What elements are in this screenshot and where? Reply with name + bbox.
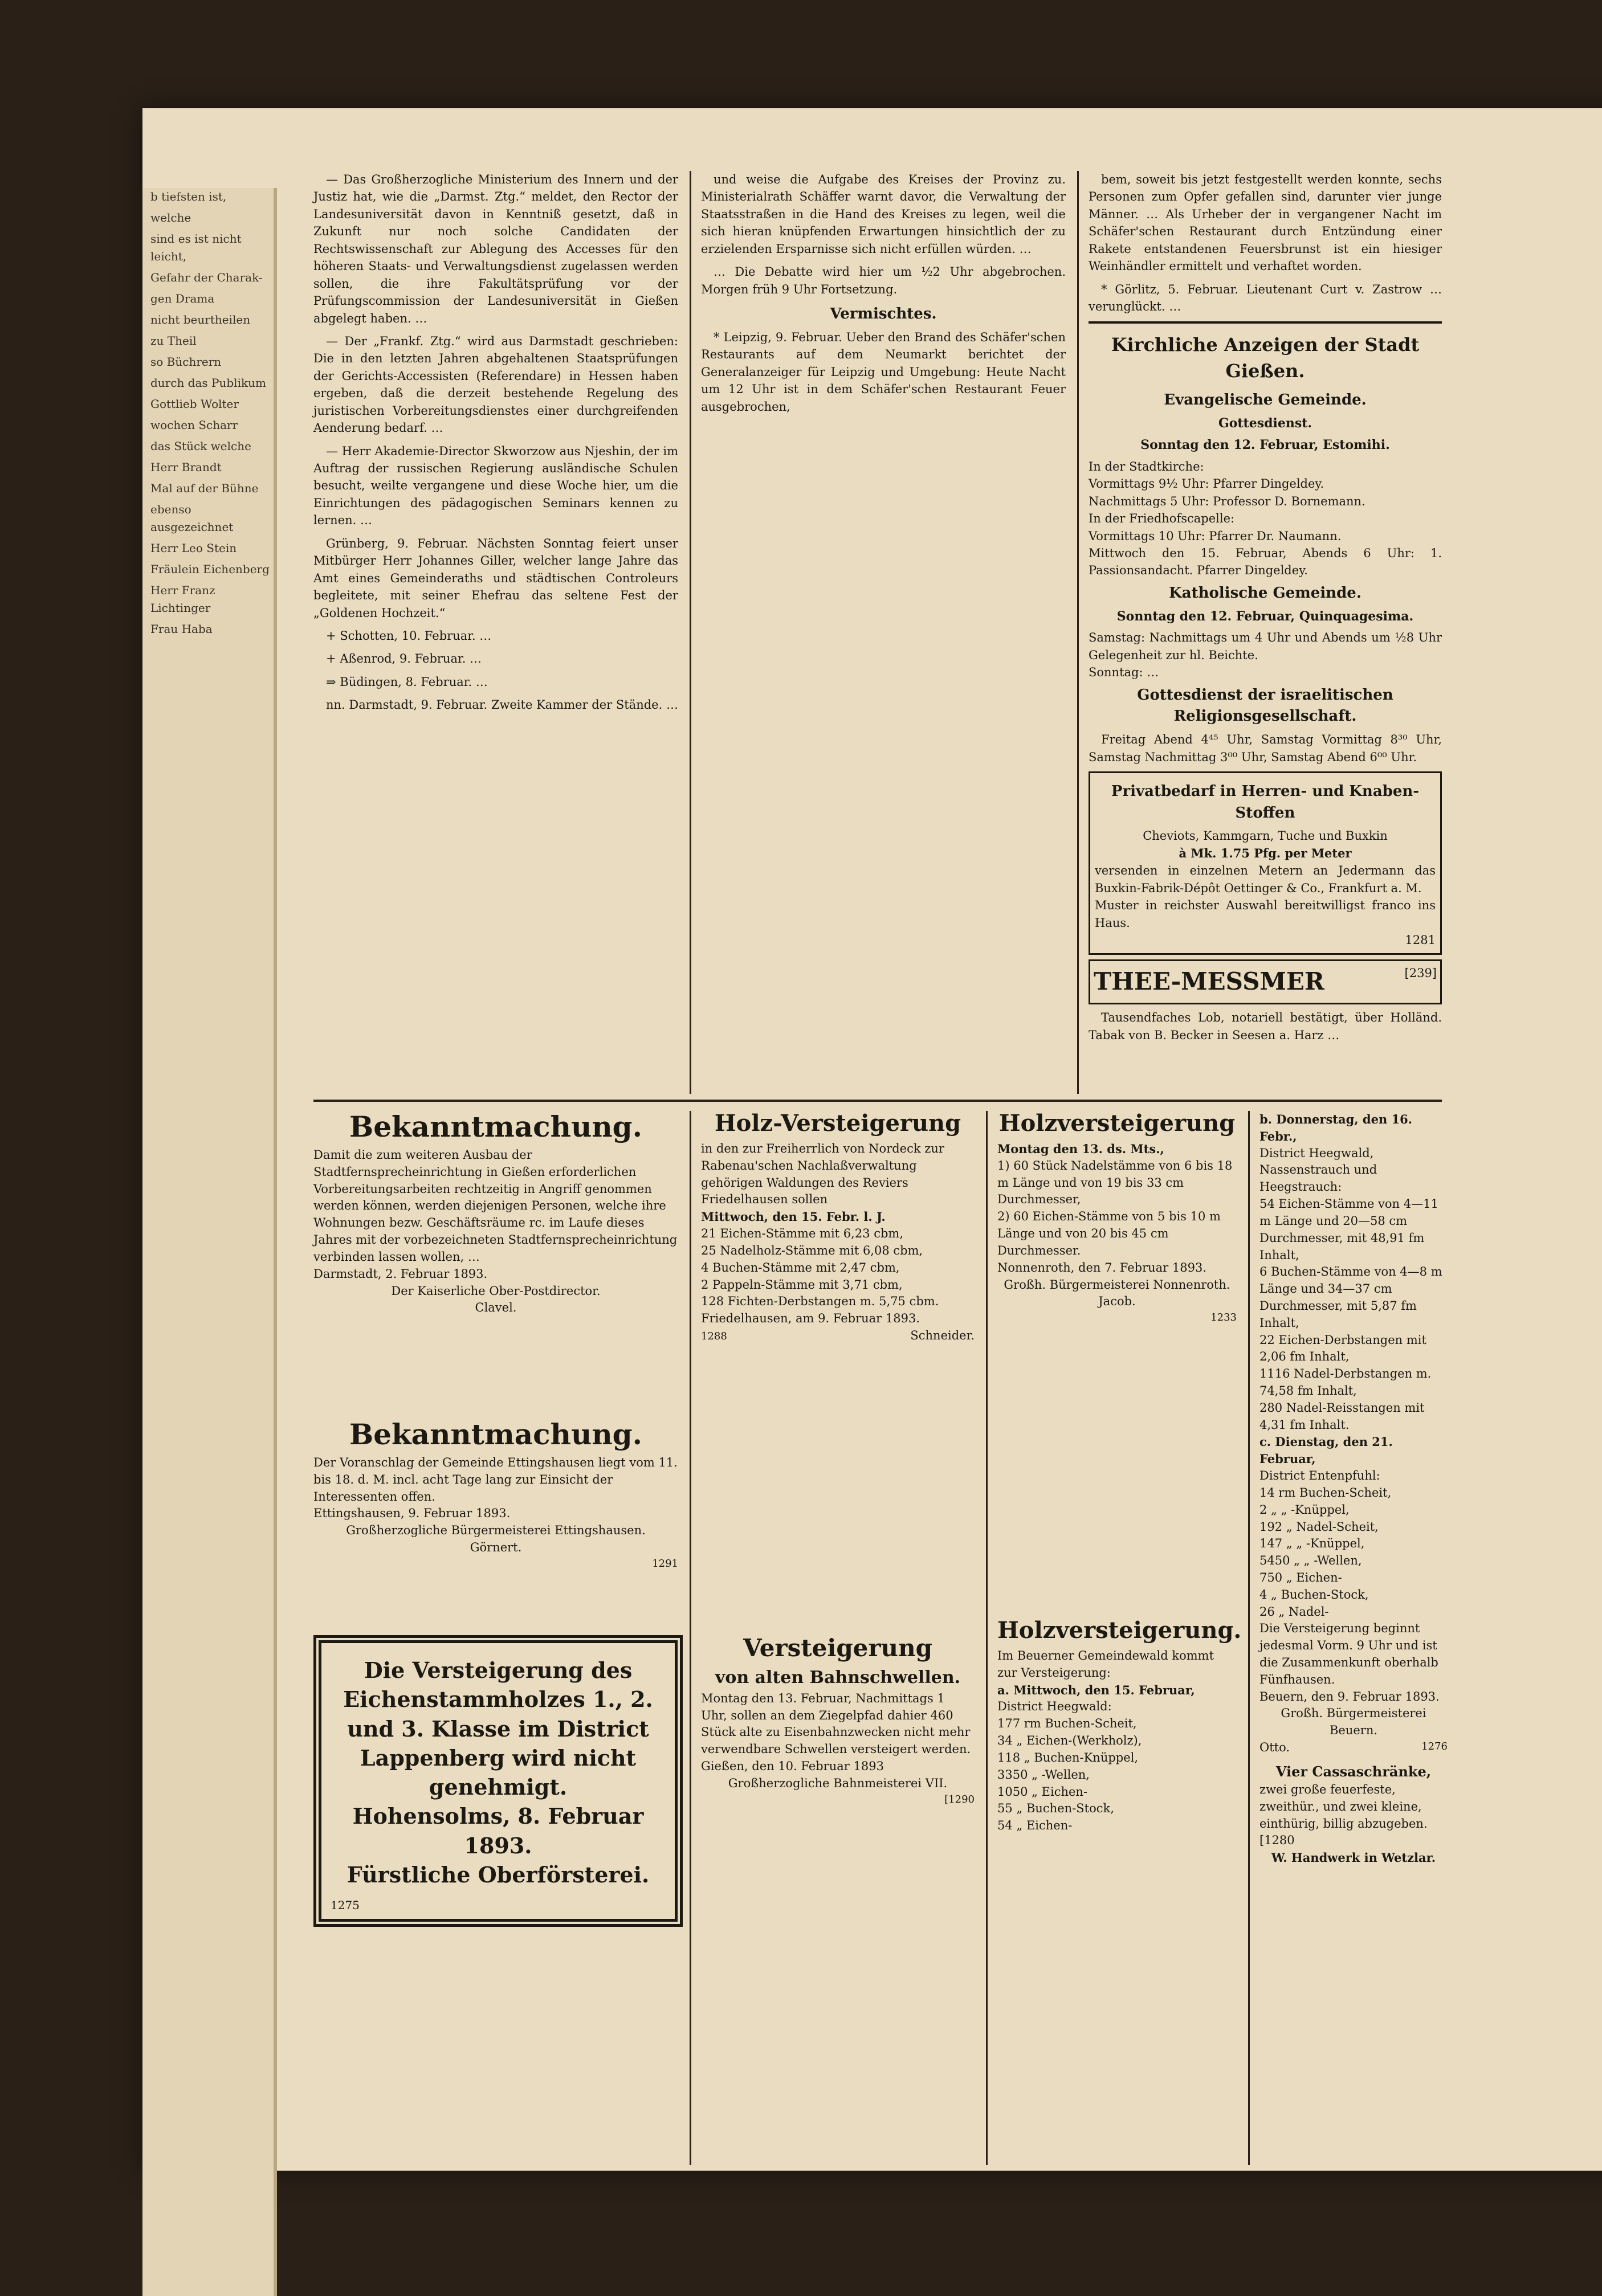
church-line: Sonntag: …: [1089, 665, 1159, 680]
fire-report-cont: bem, soweit bis jetzt festgestellt werden konnte, sechs Personen zum Opfer gefallen sind, darunter vier junge Männer. … Als Urheber der in vergangener Nacht im Schäfer'schen Restaurant durch Entzündung einer Rakete entstandenen Feuersbrunst ist ein hiesiger Weinhändler ermittelt und verhaftet worden.: [1089, 173, 1442, 273]
article-paragraph: + Aßenrod, 9. Februar. …: [326, 652, 482, 666]
col4-place: Beuern, den 9. Februar 1893.: [1259, 1689, 1440, 1703]
margin-fragment: Mal auf der Bühne: [150, 481, 259, 495]
margin-fragment: ebenso ausgezeichnet: [150, 502, 234, 534]
holz-versteigerung-2: [997, 1111, 1237, 1325]
verst-title: Versteigerung: [743, 1634, 932, 1662]
bek2-text: Der Voranschlag der Gemeinde Ettingshausen liegt vom 11. bis 18. d. M. incl. acht Tage lang zur Einsicht der Interessenten offen.: [313, 1456, 678, 1504]
kasse-text: zwei große feuerfeste, zweithür., und zwei kleine, einthürig, billig abzugeben. [1280: [1259, 1782, 1428, 1848]
lot-item: 1) 60 Stück Nadelstämme von 6 bis 18 m Länge und von 19 bis 33 cm Durchmesser,: [997, 1158, 1233, 1207]
misc-title: Vermischtes.: [830, 305, 937, 323]
lot-item: 3350 „ -Wellen,: [997, 1767, 1090, 1782]
holz-versteigerung-3: [997, 1617, 1242, 1835]
bek2-sig2: Görnert.: [470, 1541, 522, 1555]
lot-item: 118 „ Buchen-Knüppel,: [997, 1750, 1139, 1764]
margin-fragment: sind es ist nicht leicht,: [150, 232, 242, 263]
holz1-num: 1288: [701, 1330, 727, 1342]
bek1-text: Damit die zum weiteren Ausbau der Stadtfernsprecheinrichtung in Gießen erforderlichen Vorbereitungsarbeiten rechtzeitig in Angriff genommen werden können, werden diejenigen Personen, welche ihre Wohnungen bezw. Geschäftsräume rc. im Laufe dieses Jahres mit der vorbezeichneten Stadtfernsprecheinrichtung verbinden lassen wollen, …: [313, 1148, 678, 1264]
holz3-district: District Heegwald:: [997, 1699, 1112, 1714]
tea-logo: THEE-MESSMER: [1094, 967, 1324, 996]
bekanntmachung-1: [313, 1111, 678, 1317]
bek2-sig1: Großherzogliche Bürgermeisterei Ettingshausen.: [346, 1523, 646, 1538]
bek1-sig1: Der Kaiserliche Ober-Postdirector.: [391, 1284, 601, 1298]
column-2: [701, 171, 1066, 421]
isr-text: Freitag Abend 4⁴⁵ Uhr, Samstag Vormittag 8³⁰ Uhr, Samstag Nachmittag 3⁰⁰ Uhr, Samstag Abend 6⁰⁰ Uhr.: [1089, 733, 1442, 764]
margin-fragment: Herr Leo Stein: [150, 541, 237, 555]
ev-sub: Gottesdienst.: [1218, 415, 1312, 431]
lot-item: 1050 „ Eichen-: [997, 1784, 1088, 1799]
col4-note: Die Versteigerung beginnt jedesmal Vorm. 9 Uhr und ist die Zusammenkunft oberhalb Fünfhausen.: [1259, 1621, 1438, 1686]
section-rule: [313, 1100, 1442, 1102]
lot-item: 14 rm Buchen-Scheit,: [1259, 1485, 1392, 1500]
privat-title: Privatbedarf in Herren- und Knaben-Stoffen: [1111, 782, 1420, 822]
lot-item: 750 „ Eichen-: [1259, 1570, 1342, 1584]
privat-line4: Muster in reichster Auswahl bereitwilligst franco ins Haus.: [1095, 898, 1436, 930]
margin-fragment: nicht beurtheilen: [150, 313, 251, 326]
lot-item: 192 „ Nadel-Scheit,: [1259, 1519, 1379, 1534]
privat-line2: à Mk. 1.75 Pfg. per Meter: [1179, 845, 1352, 860]
column-3: [1089, 171, 1442, 1049]
holz1-title: Holz-Versteigerung: [714, 1110, 961, 1137]
margin-fragment: Frau Haba: [150, 622, 213, 636]
article-paragraph: — Der „Frankf. Ztg.“ wird aus Darmstadt geschrieben: Die in den letzten Jahren abgehaltenen Staatsprüfungen der Gerichts-Accessisten (Referendare) in Hessen haben ergeben, daß die derzeit bestehende Regelung des juristischen Vorbereitungsdienstes einer durchgreifenden Aenderung bedarf. …: [313, 334, 678, 435]
article-paragraph: — Das Großherzogliche Ministerium des Innern und der Justiz hat, wie die „Darmst. Ztg.“ meldet, den Rector der Landesuniversität davon in Kenntniß gesetzt, daß in Zukunft nur noch solche Candidaten der Rechtswissenschaft zur Ablegung des Accesses für den höheren Staats- und Verwaltungsdienst zugelassen werden sollen, die ihre Fakultätsprüfung vor der Prüfungscommission der Landesuniversität in Gießen abgelegt haben. …: [313, 173, 678, 325]
tea-ad: [1089, 959, 1442, 1004]
bekanntmachung-2: [313, 1419, 678, 1571]
lot-item: 4 „ Buchen-Stock,: [1259, 1587, 1369, 1602]
col4-date-c: c. Dienstag, den 21. Februar,: [1259, 1435, 1393, 1466]
lot-item: 2 „ „ -Knüppel,: [1259, 1502, 1350, 1517]
church-line: Samstag: Nachmittags um 4 Uhr und Abends um ½8 Uhr Gelegenheit zur hl. Beichte.: [1089, 631, 1442, 662]
kath-title: Katholische Gemeinde.: [1169, 584, 1362, 602]
holz-versteigerung-1: [701, 1111, 975, 1345]
privat-ad: [1089, 771, 1442, 955]
kasse-title: Vier Cassaschränke,: [1275, 1763, 1432, 1780]
holz1-sig: Schneider.: [910, 1328, 975, 1342]
margin-fragment: Gefahr der Charak-: [150, 271, 263, 284]
isr-title: Gottesdienst der israelitischen Religionsgesellschaft.: [1137, 686, 1393, 725]
column-rule: [986, 1111, 988, 2165]
holz2-date: Montag den 13. ds. Mts.,: [997, 1142, 1164, 1156]
lot-item: 1116 Nadel-Derbstangen m. 74,58 fm Inhalt,: [1259, 1367, 1432, 1398]
holz2-title: Holzversteigerung: [998, 1110, 1236, 1137]
article-paragraph: — Herr Akademie-Director Skworzow aus Njeshin, der im Auftrag der russischen Regierung ausländische Schulen besucht, weilte vergangene und diese Woche hier, um die Einrichtungen des pädagogischen Seminars kennen zu lernen. …: [313, 444, 678, 528]
tabak-ad: Tausendfaches Lob, notariell bestätigt, über Holländ. Tabak von B. Becker in Seesen a. Harz …: [1089, 1011, 1442, 1042]
verst-sub: von alten Bahnschwellen.: [715, 1668, 961, 1688]
framed-num: 1275: [331, 1898, 360, 1912]
lot-item: 280 Nadel-Reisstangen mit 4,31 fm Inhalt.: [1259, 1400, 1425, 1432]
newspaper-page: [142, 108, 1602, 2171]
article-paragraph: ⇒ Büdingen, 8. Februar. …: [326, 675, 488, 689]
column-rule: [1077, 171, 1079, 1094]
beuern-continued: [1259, 1111, 1448, 1866]
kath-date: Sonntag den 12. Februar, Quinquagesima.: [1116, 608, 1414, 624]
holz2-place: Nonnenroth, den 7. Februar 1893.: [997, 1260, 1207, 1274]
goerlitz-report: * Görlitz, 5. Februar. Lieutenant Curt v. Zastrow … verunglückt. …: [1089, 282, 1442, 314]
bek2-title: Bekanntmachung.: [349, 1417, 643, 1451]
lot-item: 5450 „ „ -Wellen,: [1259, 1554, 1362, 1568]
col4-num: 1276: [1421, 1741, 1448, 1753]
margin-fragment: welche: [150, 211, 191, 224]
col4-sig1: Großh. Bürgermeisterei Beuern.: [1281, 1706, 1426, 1738]
lot-item: 2) 60 Eichen-Stämme von 5 bis 10 m Länge und von 20 bis 45 cm Durchmesser.: [997, 1210, 1221, 1257]
holz1-text: in den zur Freiherrlich von Nordeck zur Rabenau'schen Nachlaßverwaltung gehörigen Waldungen des Reviers Friedelhausen sollen: [701, 1142, 944, 1207]
ev-title: Evangelische Gemeinde.: [1164, 391, 1367, 409]
bek2-place: Ettingshausen, 9. Februar 1893.: [313, 1506, 511, 1521]
lot-item: 25 Nadelholz-Stämme mit 6,08 cbm,: [701, 1243, 923, 1257]
verst-text: Montag den 13. Februar, Nachmittags 1 Uhr, sollen an dem Ziegelpfad dahier 460 Stück alte zu Eisenbahnzwecken nicht mehr verwendbare Schwellen versteigert werden.: [701, 1691, 971, 1756]
misc-text: * Leipzig, 9. Februar. Ueber den Brand des Schäfer'schen Restaurants auf dem Neumarkt berichtet der Generalanzeiger für Leipzig und Umgebung: Heute Nacht um 12 Uhr ist in dem Schäfer'schen Restaurant Feuer ausgebrochen,: [701, 330, 1066, 414]
margin-fragment: das Stück welche: [150, 439, 251, 453]
privat-line1: Cheviots, Kammgarn, Tuche und Buxkin: [1143, 829, 1388, 843]
margin-fragment: so Büchrern: [150, 355, 222, 369]
margin-fragment: Herr Brandt: [150, 460, 222, 474]
article-paragraph: und weise die Aufgabe des Kreises der Provinz zu. Ministerialrath Schäffer warnt davor, die Verwaltung der Staatsstraßen in die Hand des Kreises zu legen, weil die sich hieran knüpfenden Erwartungen hinsichtlich der zu erzielenden Ersparnisse sich nicht erfüllen würden. …: [701, 173, 1066, 256]
col4-date-b: b. Donnerstag, den 16. Febr.,: [1259, 1112, 1413, 1143]
holz1-date: Mittwoch, den 15. Febr. l. J.: [701, 1210, 886, 1224]
bek1-sig2: Clavel.: [475, 1301, 517, 1315]
holz2-num: 1233: [1210, 1312, 1237, 1324]
privat-line3: versenden in einzelnen Metern an Jedermann das Buxkin-Fabrik-Dépôt Oettinger & Co., Frankfurt a. M.: [1095, 864, 1436, 895]
column-rule: [690, 1111, 691, 2165]
bek1-title: Bekanntmachung.: [349, 1110, 643, 1143]
lot-item: 54 Eichen-Stämme von 4—11 m Länge und 20—58 cm Durchmesser, mit 48,91 fm Inhalt,: [1259, 1197, 1438, 1262]
verst-place: Gießen, den 10. Februar 1893: [701, 1759, 884, 1774]
lot-item: 177 rm Buchen-Scheit,: [997, 1717, 1137, 1731]
lot-item: 4 Buchen-Stämme mit 2,47 cbm,: [701, 1260, 900, 1274]
column-rule: [690, 171, 691, 1094]
margin-fragment: wochen Scharr: [150, 418, 238, 432]
church-line: In der Stadtkirche:: [1089, 459, 1204, 473]
framed-text: Die Versteigerung des Eichenstammholzes 1., 2. und 3. Klasse im District Lappenberg wird nicht genehmigt.: [343, 1657, 653, 1800]
article-paragraph: + Schotten, 10. Februar. …: [326, 628, 492, 643]
holz3-text: Im Beuerner Gemeindewald kommt zur Versteigerung:: [997, 1649, 1214, 1680]
verst-num: [1290: [944, 1793, 975, 1805]
margin-fragment: zu Theil: [150, 334, 197, 348]
column-rule: [1248, 1111, 1250, 2165]
holz1-place: Friedelhausen, am 9. Februar 1893.: [701, 1312, 920, 1326]
kasse-sig: W. Handwerk in Wetzlar.: [1271, 1850, 1436, 1865]
lappenberg-framed-notice: [313, 1635, 683, 1927]
tea-num: [239]: [1404, 966, 1437, 981]
lot-item: 26 „ Nadel-: [1259, 1604, 1329, 1619]
bek1-place: Darmstadt, 2. Februar 1893.: [313, 1267, 488, 1281]
margin-fragment: b tiefsten ist,: [150, 190, 227, 203]
holz2-sig2: Jacob.: [1098, 1294, 1136, 1309]
column-1: [313, 171, 678, 720]
holz2-sig1: Großh. Bürgermeisterei Nonnenroth.: [1004, 1277, 1230, 1292]
holz3-title: Holzversteigerung.: [997, 1617, 1242, 1644]
privat-num: 1281: [1405, 933, 1436, 947]
lot-item: 34 „ Eichen-(Werkholz),: [997, 1734, 1142, 1748]
church-line: Mittwoch den 15. Februar, Abends 6 Uhr: 1. Passionsandacht. Pfarrer Dingeldey.: [1089, 546, 1442, 578]
col4-district-b: District Heegwald, Nassenstrauch und Heegstrauch:: [1259, 1146, 1377, 1194]
lot-item: 54 „ Eichen-: [997, 1819, 1073, 1833]
article-paragraph: nn. Darmstadt, 9. Februar. Zweite Kammer der Stände. …: [326, 698, 678, 712]
lot-item: 22 Eichen-Derbstangen mit 2,06 fm Inhalt,: [1259, 1333, 1426, 1364]
bek2-num: 1291: [652, 1557, 678, 1570]
lot-item: 6 Buchen-Stämme von 4—8 m Länge und 34—37 cm Durchmesser, mit 5,87 fm Inhalt,: [1259, 1265, 1442, 1330]
article-paragraph: Grünberg, 9. Februar. Nächsten Sonntag feiert unser Mitbürger Herr Johannes Giller, welcher lange Jahre das Amt eines Gemeinderaths und städtischen Controleurs begleitete, mit seiner Ehefrau das seltene Fest der „Goldenen Hochzeit.“: [313, 536, 678, 620]
framed-sig: Fürstliche Oberförsterei.: [347, 1862, 650, 1888]
lot-item: 2 Pappeln-Stämme mit 3,71 cbm,: [701, 1277, 903, 1292]
church-title: Kirchliche Anzeigen der Stadt Gießen.: [1111, 333, 1420, 382]
church-line: In der Friedhofscapelle:: [1089, 512, 1235, 526]
margin-fragment: Gottlieb Wolter: [150, 397, 239, 411]
margin-fragment: gen Drama: [150, 292, 215, 305]
col4-sig2: Otto.: [1259, 1741, 1290, 1755]
lot-item: 21 Eichen-Stämme mit 6,23 cbm,: [701, 1227, 904, 1241]
lot-item: 55 „ Buchen-Stock,: [997, 1801, 1114, 1816]
left-page-margin-strip: [142, 188, 277, 2296]
church-line: Vormittags 10 Uhr: Pfarrer Dr. Naumann.: [1089, 529, 1342, 543]
article-paragraph: … Die Debatte wird hier um ½2 Uhr abgebrochen. Morgen früh 9 Uhr Fortsetzung.: [701, 265, 1066, 296]
margin-fragment: Herr Franz Lichtinger: [150, 583, 215, 615]
church-line: Nachmittags 5 Uhr: Professor D. Bornemann.: [1089, 494, 1365, 508]
verst-sig: Großherzogliche Bahnmeisterei VII.: [728, 1776, 948, 1790]
lot-item: 128 Fichten-Derbstangen m. 5,75 cbm.: [701, 1294, 939, 1309]
margin-fragment: Fräulein Eichenberg: [150, 562, 270, 576]
lot-item: 147 „ „ -Knüppel,: [1259, 1537, 1365, 1551]
col4-district-c: District Entenpfuhl:: [1259, 1469, 1380, 1483]
framed-place: Hohensolms, 8. Februar 1893.: [352, 1803, 644, 1858]
ev-date: Sonntag den 12. Februar, Estomihi.: [1140, 437, 1390, 452]
holz3-date: a. Mittwoch, den 15. Februar,: [997, 1682, 1195, 1697]
margin-fragment: durch das Publikum: [150, 376, 266, 390]
versteigerung-bahnschwellen: [701, 1635, 975, 1807]
church-line: Vormittags 9½ Uhr: Pfarrer Dingeldey.: [1089, 477, 1324, 491]
